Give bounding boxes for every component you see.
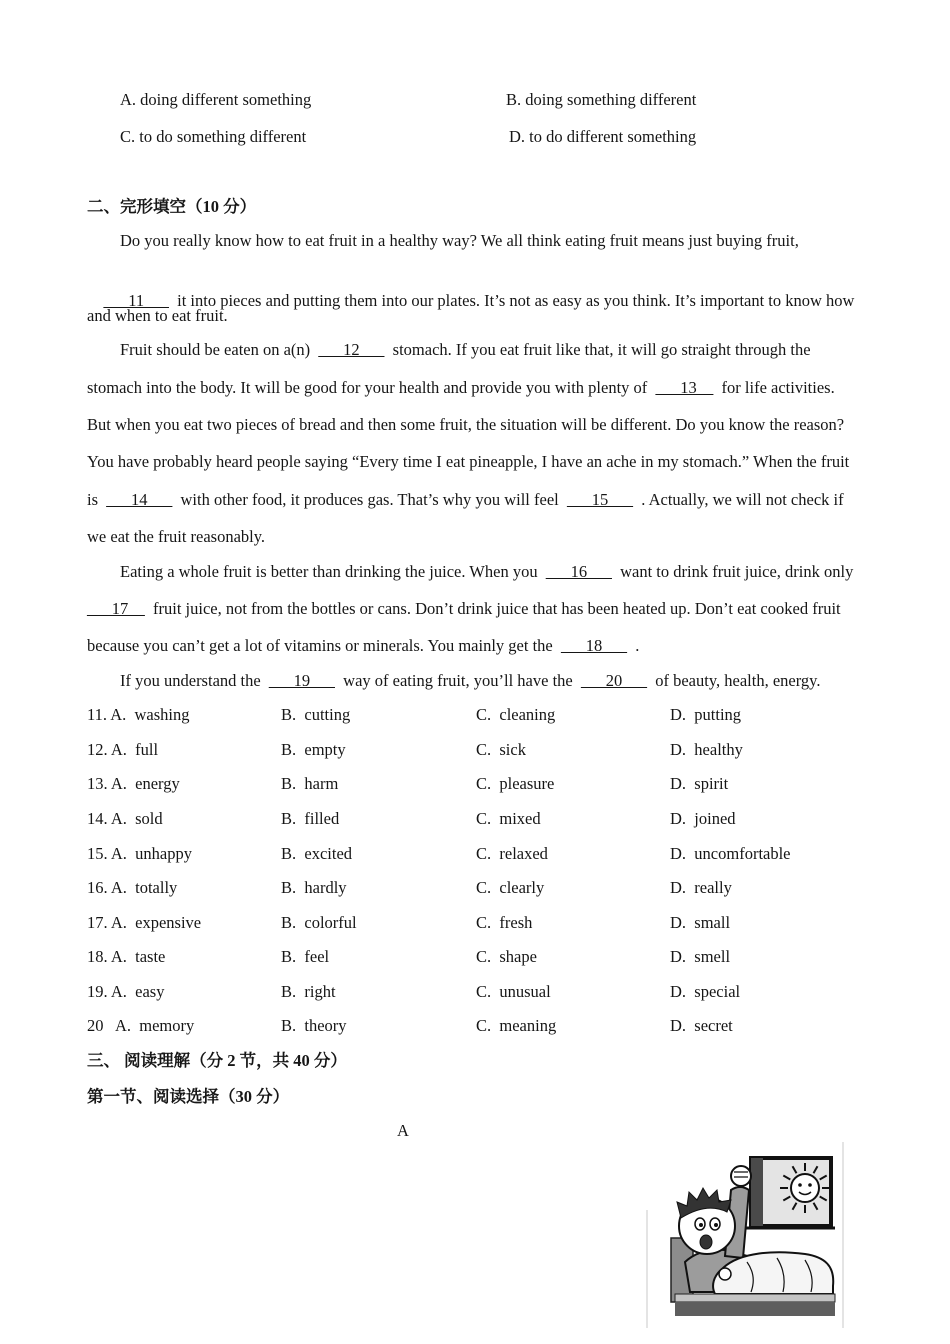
prev-option-a: A. doing different something	[120, 90, 312, 109]
option-20-d: D. secret	[670, 1016, 733, 1035]
cloze-p3-line2	[87, 598, 841, 620]
sun-disc	[791, 1174, 819, 1202]
line-text: want to drink fruit juice, drink only	[611, 562, 854, 581]
blank-11: ___11___	[103, 291, 169, 310]
line-text: way of eating fruit, you’ll have the	[334, 671, 581, 690]
pupil	[714, 1223, 718, 1227]
blank-12: ___12___	[318, 340, 385, 359]
option-14-a: 14. A. sold	[87, 809, 163, 828]
bed-frame	[675, 1294, 835, 1302]
option-18-c: C. shape	[476, 947, 537, 966]
reading-subheading: 第一节、阅读选择（30 分）	[87, 1087, 290, 1106]
option-11-b: B. cutting	[281, 705, 351, 724]
option-12-c: C. sick	[476, 740, 526, 759]
option-19-b: B. right	[281, 982, 336, 1001]
blank-20: ___20___	[580, 671, 647, 690]
option-16-b: B. hardly	[281, 878, 347, 897]
cloze-p2-line4: You have probably heard people saying “Every time I eat pineapple, I have an ache in my stomach.” When the fruit	[87, 452, 850, 471]
line-text: stomach. If you eat fruit like that, it will go straight through the	[384, 340, 811, 359]
option-14-d: D. joined	[670, 809, 736, 828]
option-16-a: 16. A. totally	[87, 878, 178, 897]
blank-19: ___19___	[268, 671, 335, 690]
cloze-heading: 二、完形填空（10 分）	[87, 197, 257, 216]
cloze-p3-line1	[120, 561, 853, 583]
cloze-p2-line2	[87, 377, 835, 399]
blank-14: ___14___	[106, 490, 173, 509]
option-18-a: 18. A. taste	[87, 947, 166, 966]
cloze-p2-line1	[120, 339, 811, 361]
option-11-a: 11. A. washing	[87, 705, 190, 724]
option-18-b: B. feel	[281, 947, 330, 966]
option-14-b: B. filled	[281, 809, 340, 828]
line-text: because you can’t get a lot of vitamins or minerals. You mainly get the	[87, 636, 561, 655]
option-13-d: D. spirit	[670, 774, 729, 793]
option-19-a: 19. A. easy	[87, 982, 165, 1001]
line-text: . Actually, we will not check if	[632, 490, 844, 509]
prev-option-b: B. doing something different	[506, 90, 697, 109]
line-text: fruit juice, not from the bottles or cans. Don’t drink juice that has been heated up. Don’t eat cooked fruit	[144, 599, 841, 618]
line-text: it into pieces and putting them into our plates. It’s not as easy as you think. It’s important to know how	[168, 291, 855, 310]
blank-16: ___16___	[545, 562, 612, 581]
line-text: If you understand the	[120, 671, 269, 690]
option-16-c: C. clearly	[476, 878, 545, 897]
option-16-d: D. really	[670, 878, 732, 897]
sun-eye	[799, 1184, 802, 1187]
cloze-p2-line3: But when you eat two pieces of bread and then some fruit, the situation will be different. Do you know the reason?	[87, 415, 845, 434]
option-17-c: C. fresh	[476, 913, 533, 932]
option-11-c: C. cleaning	[476, 705, 556, 724]
option-20-c: C. meaning	[476, 1016, 557, 1035]
pupil	[699, 1223, 703, 1227]
bed-base	[675, 1302, 835, 1316]
option-11-d: D. putting	[670, 705, 742, 724]
option-15-a: 15. A. unhappy	[87, 844, 192, 863]
blank-13: ___13__	[655, 378, 714, 397]
cloze-p2-line6: we eat the fruit reasonably.	[87, 527, 266, 546]
cloze-p4-line1	[120, 670, 820, 692]
line-text: of beauty, health, energy.	[646, 671, 821, 690]
line-text: is	[87, 490, 107, 509]
hand	[719, 1268, 731, 1280]
line-text: stomach into the body. It will be good for your health and provide you with plenty of	[87, 378, 656, 397]
option-20-a: 20 A. memory	[87, 1016, 195, 1035]
blank-18: ___18___	[560, 636, 627, 655]
option-17-b: B. colorful	[281, 913, 357, 932]
option-19-c: C. unusual	[476, 982, 551, 1001]
prev-option-d: D. to do different something	[509, 127, 697, 146]
reading-heading: 三、 阅读理解（分 2 节，共 40 分）	[87, 1051, 347, 1070]
blank-15: ___15___	[566, 490, 633, 509]
blank-17: ___17__	[87, 599, 145, 618]
option-14-c: C. mixed	[476, 809, 541, 828]
option-12-a: 12. A. full	[87, 740, 159, 759]
sun-eye	[809, 1184, 812, 1187]
line-text: for life activities.	[713, 378, 835, 397]
cloze-p1-line1: Do you really know how to eat fruit in a healthy way? We all think eating fruit means just buying fruit,	[120, 231, 799, 250]
option-15-b: B. excited	[281, 844, 353, 863]
option-17-d: D. small	[670, 913, 731, 932]
cloze-p1-line2	[87, 268, 855, 310]
line-text: Eating a whole fruit is better than drinking the juice. When you	[120, 562, 546, 581]
line-text: Fruit should be eaten on a(n)	[120, 340, 319, 359]
prev-option-c: C. to do something different	[120, 127, 307, 146]
cloze-p2-line5	[87, 489, 844, 511]
option-12-b: B. empty	[281, 740, 346, 759]
passage-label: A	[397, 1121, 409, 1140]
option-20-b: B. theory	[281, 1016, 347, 1035]
waking-up-illustration	[645, 1140, 845, 1330]
option-15-c: C. relaxed	[476, 844, 548, 863]
option-13-a: 13. A. energy	[87, 774, 180, 793]
line-text: .	[626, 636, 640, 655]
option-17-a: 17. A. expensive	[87, 913, 202, 932]
line-text: with other food, it produces gas. That’s why you will feel	[172, 490, 567, 509]
mouth	[700, 1235, 712, 1249]
option-19-d: D. special	[670, 982, 741, 1001]
cloze-p1-line3: and when to eat fruit.	[87, 306, 228, 325]
option-12-d: D. healthy	[670, 740, 743, 759]
option-18-d: D. smell	[670, 947, 731, 966]
option-13-b: B. harm	[281, 774, 339, 793]
window-frame-bar	[751, 1158, 763, 1226]
option-15-d: D. uncomfortable	[670, 844, 791, 863]
cloze-p3-line3	[87, 635, 639, 657]
option-13-c: C. pleasure	[476, 774, 555, 793]
fist	[731, 1166, 751, 1186]
window	[745, 1158, 835, 1228]
